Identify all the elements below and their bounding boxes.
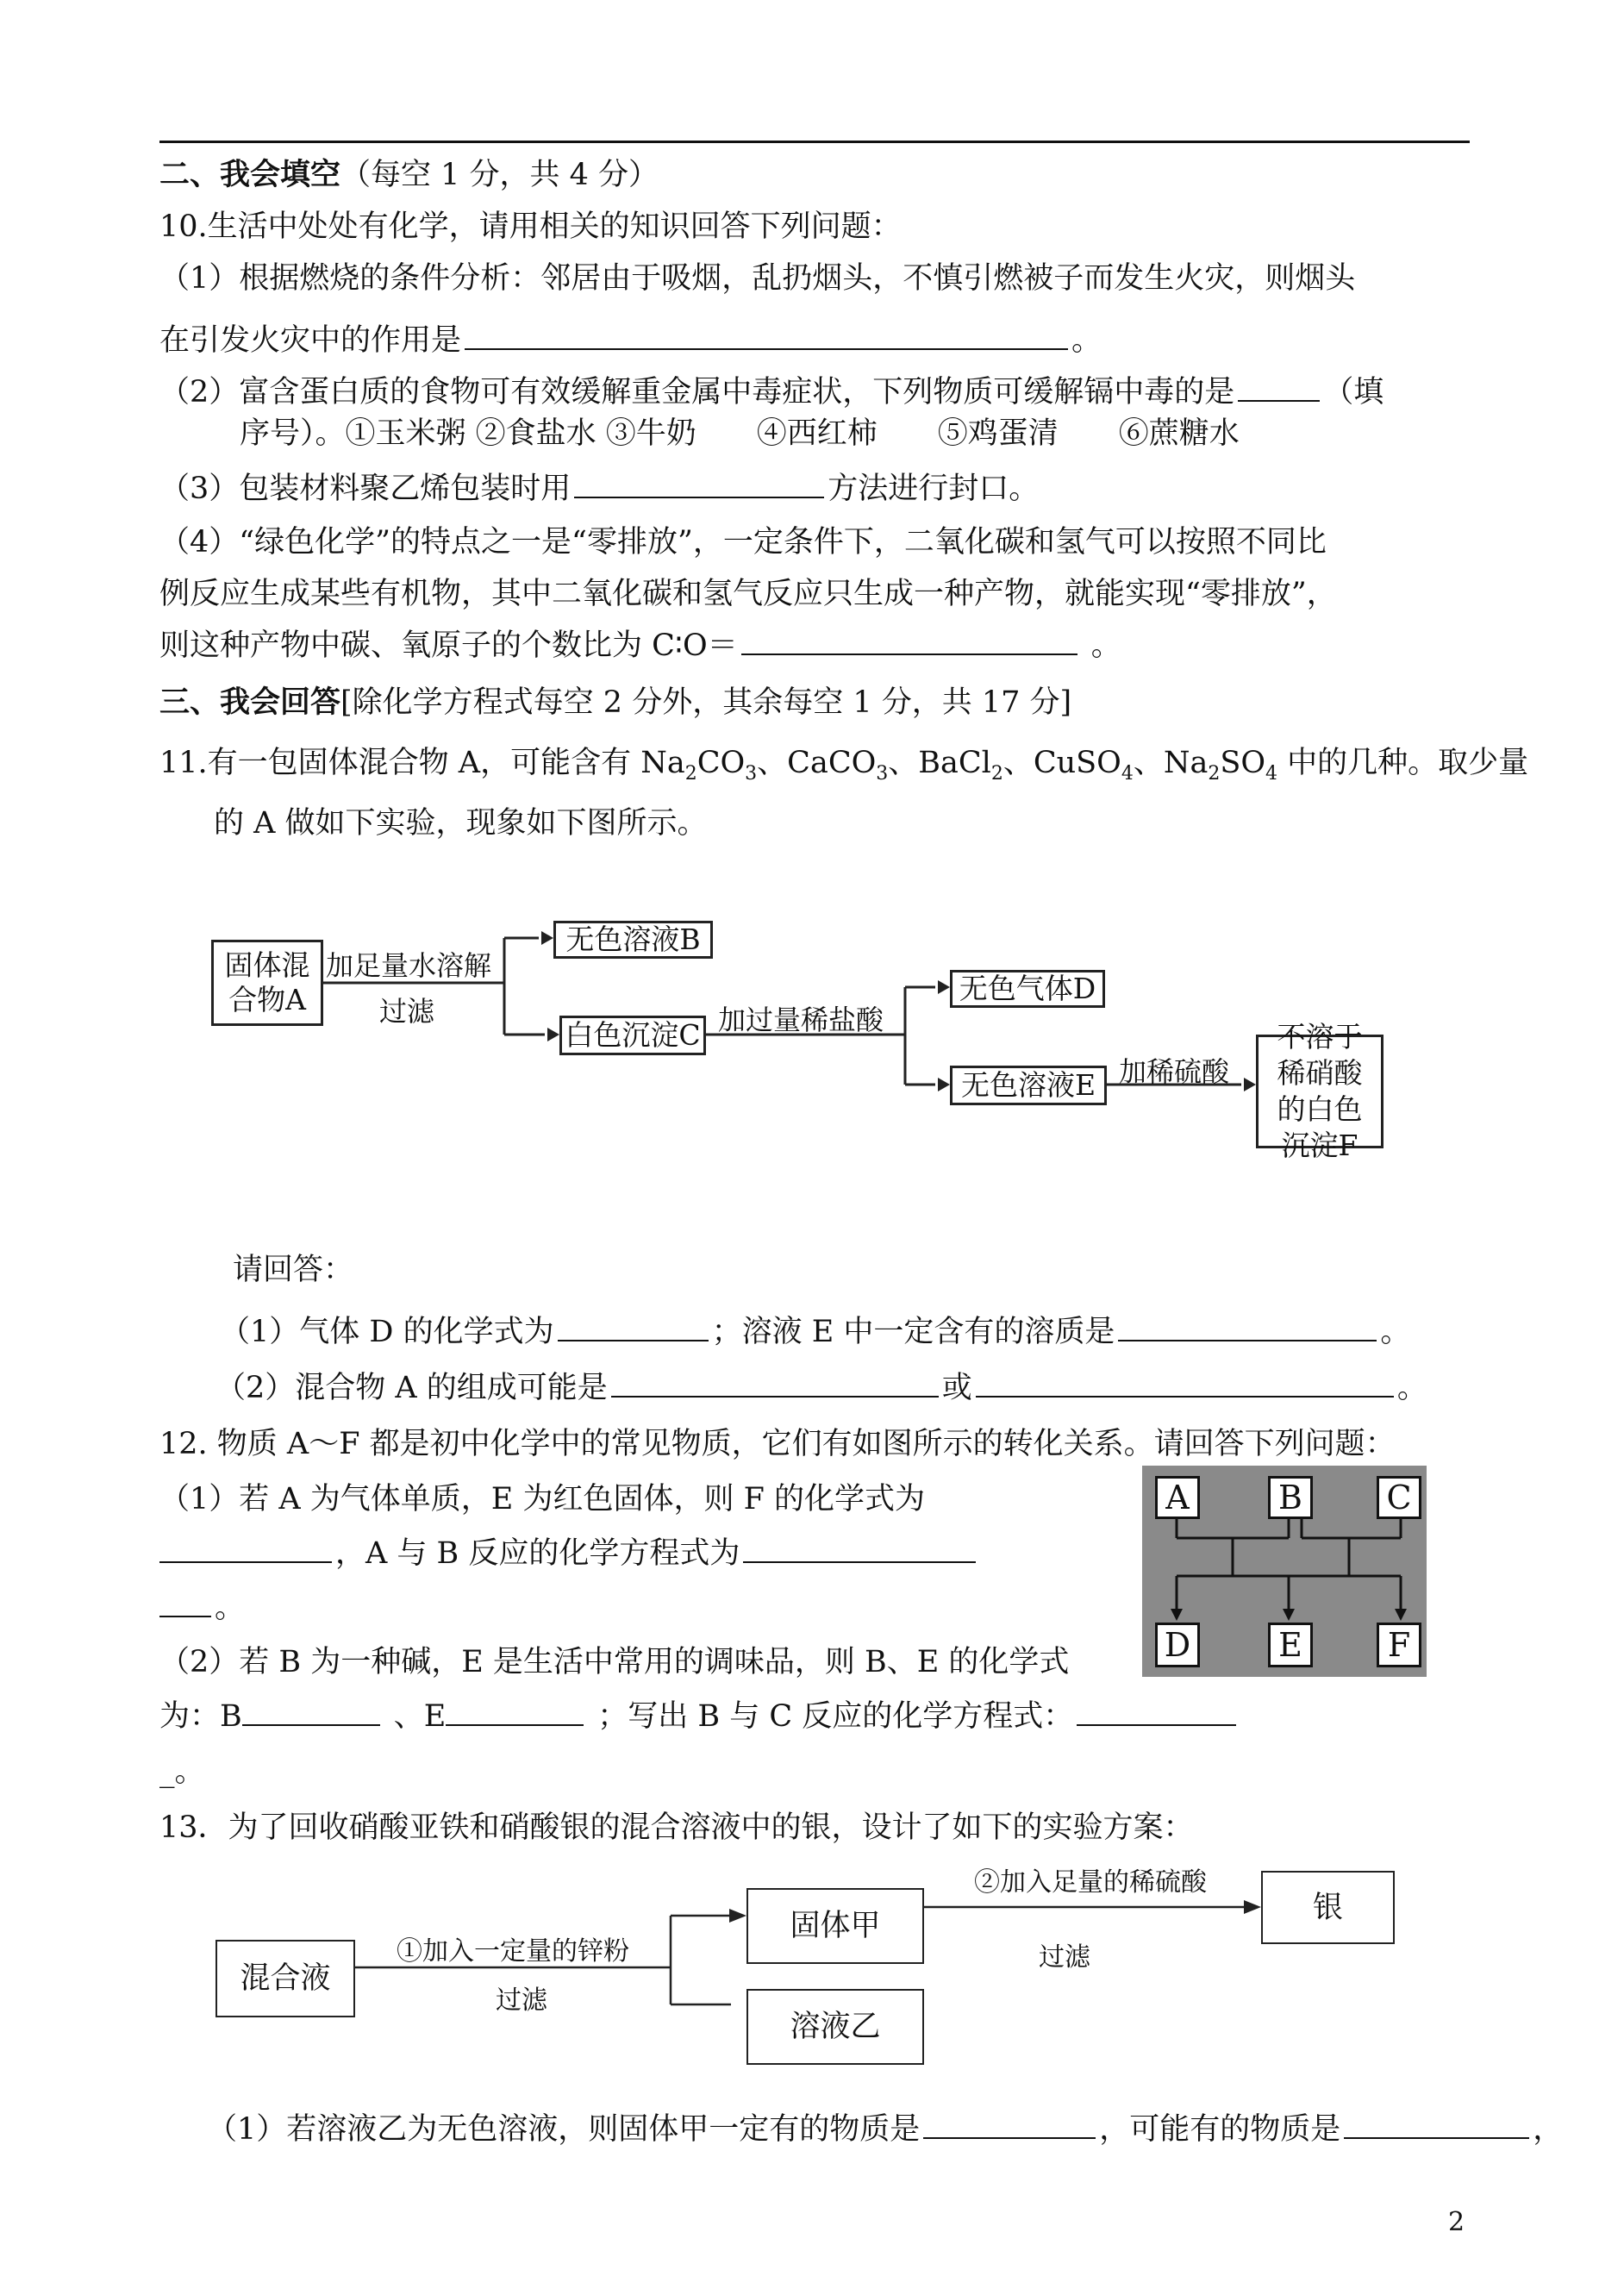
q12-node-d: D (1155, 1623, 1200, 1667)
q12-part1-text-mid: ，A 与 B 反应的化学方程式为 (335, 1536, 740, 1571)
q10-part4-blank[interactable] (741, 624, 1077, 655)
q10-part3 (159, 467, 1039, 510)
q10-part4-line2: 例反应生成某些有机物，其中二氧化碳和氢气反应只生成一种产物，就能实现“零排放”， (159, 577, 1337, 611)
section-3-title: 三、我会回答 (159, 685, 341, 720)
q11-stem-h: 中的几种。取少量 (1277, 746, 1529, 780)
q12-part1-end: 。 (215, 1591, 246, 1625)
q10-part4-line1: （4）“绿色化学”的特点之一是“零排放”，一定条件下，二氧化碳和氢气可以按照不同比 (159, 525, 1327, 560)
section-3-heading (159, 681, 1071, 724)
q10-part1-blank[interactable] (465, 319, 1068, 350)
q13-box-mixture: 混合液 (215, 1940, 355, 2017)
q12-node-a: A (1155, 1476, 1200, 1519)
q13-stem: 13．为了回收硝酸亚铁和硝酸银的混合溶液中的银，设计了如下的实验方案： (159, 1810, 1194, 1845)
q11-sub-1: 2 (684, 763, 697, 785)
q12-node-c: C (1377, 1476, 1421, 1519)
q10-part4-end: 。 (1090, 628, 1121, 663)
q10-part3-blank[interactable] (574, 467, 824, 498)
q11-sub-6: 2 (1208, 763, 1221, 785)
q11-arrow2-label: 加过量稀盐酸 (718, 1004, 884, 1036)
q13-part1 (207, 2108, 1563, 2151)
q12-part1-blank-1[interactable] (159, 1532, 332, 1563)
q11-stem-c: 、CaCO (757, 746, 877, 780)
q11-part2-blank-1[interactable] (611, 1366, 939, 1398)
q11-box-e: 无色溶液E (950, 1066, 1107, 1105)
q12-part1-line1: （1）若 A 为气体单质，E 为红色固体，则 F 的化学式为 (159, 1482, 926, 1516)
q11-stem-a: 11.有一包固体混合物 A，可能含有 Na (159, 746, 685, 780)
q11-part1-text-b: ；溶液 E 中一定含有的溶质是 (711, 1315, 1115, 1349)
q10-part1-end: 。 (1071, 323, 1102, 358)
q11-box-f: 不溶于稀硝酸的白色沉淀F (1256, 1035, 1384, 1148)
q11-part1-text-a: （1）气体 D 的化学式为 (220, 1315, 554, 1349)
q10-part3-text: （3）包装材料聚乙烯包装时用 (159, 472, 572, 506)
q13-box-silver: 银 (1261, 1871, 1395, 1944)
q10-part2-blank[interactable] (1238, 371, 1320, 402)
q12-node-b: B (1268, 1476, 1313, 1519)
q10-part4-text: 则这种产物中碳、氧原子的个数比为 C∶O＝ (159, 628, 738, 663)
q10-part1-text: 在引发火灾中的作用是 (159, 323, 462, 358)
q11-arrow1-bottom-label: 过滤 (379, 995, 435, 1028)
q11-box-c: 白色沉淀C (559, 1016, 706, 1055)
q11-sub-3: 3 (876, 763, 889, 785)
q10-part2-text: （2）富含蛋白质的食物可有效缓解重金属中毒症状，下列物质可缓解镉中毒的是 (159, 375, 1235, 410)
q12-part2-blank-eq[interactable] (1077, 1695, 1236, 1726)
q13-part1-text-b: ，可能有的物质是 (1099, 2112, 1341, 2147)
q11-part1-end: 。 (1380, 1315, 1411, 1349)
q12-node-e: E (1268, 1623, 1313, 1667)
q11-stem-b: CO (696, 746, 746, 780)
section-2-title: 二、我会填空 (159, 157, 341, 192)
q13-arrow1-top-label: ①加入一定量的锌粉 (397, 1936, 629, 1967)
q13-arrow1-bottom-label: 过滤 (496, 1985, 547, 2016)
q11-part2 (215, 1366, 1427, 1410)
q12-part1-line3 (159, 1586, 245, 1629)
q10-part4-line3 (159, 624, 1121, 667)
q10-part3-end: 方法进行封口。 (828, 472, 1040, 506)
q13-part1-blank-2[interactable] (1344, 2108, 1529, 2139)
section-2-heading (159, 153, 659, 197)
q12-diagram (1142, 1466, 1427, 1677)
q12-part2-line3: _。 (159, 1754, 205, 1789)
q12-part2-text-c: ；写出 B 与 C 反应的化学方程式： (597, 1699, 1074, 1734)
q11-part1 (220, 1310, 1410, 1354)
q11-box-a: 固体混合物A (211, 940, 323, 1026)
q10-part2-end: （填 (1323, 375, 1384, 410)
header-rule (159, 141, 1470, 143)
q12-part2-blank-e[interactable] (446, 1695, 584, 1726)
q11-arrow3-label: 加稀硫酸 (1119, 1055, 1230, 1088)
q11-answer-prompt: 请回答： (233, 1253, 354, 1287)
q11-box-d: 无色气体D (950, 970, 1105, 1008)
q11-sub-5: 4 (1121, 763, 1134, 785)
q11-part1-blank-1[interactable] (558, 1310, 709, 1341)
section-2-score-note: （每空 1 分，共 4 分） (340, 158, 659, 192)
page-number: 2 (1448, 2207, 1465, 2237)
section-3-score-note: [除化学方程式每空 2 分外，其余每空 1 分，共 17 分] (340, 685, 1072, 720)
q10-stem: 10.生活中处处有化学，请用相关的知识回答下列问题： (159, 209, 902, 244)
q11-part2-blank-2[interactable] (976, 1366, 1394, 1398)
q11-stem (159, 741, 1528, 796)
q13-box-solution-yi: 溶液乙 (746, 1989, 924, 2065)
q12-part1-blank-2[interactable] (743, 1532, 976, 1563)
q11-box-b: 无色溶液B (553, 921, 713, 959)
q13-arrow2-bottom-label: 过滤 (1039, 1942, 1090, 1973)
q10-part2-line1 (159, 371, 1384, 414)
q11-part2-text-a: （2）混合物 A 的组成可能是 (215, 1371, 608, 1405)
q11-part1-blank-2[interactable] (1118, 1310, 1377, 1341)
q12-part2-text-b: 、E (393, 1699, 447, 1734)
q12-part2-line1: （2）若 B 为一种碱，E 是生活中常用的调味品，则 B、E 的化学式 (159, 1645, 1070, 1679)
q10-part1-line1: （1）根据燃烧的条件分析：邻居由于吸烟，乱扔烟头，不慎引燃被子而发生火灾，则烟头 (159, 261, 1356, 296)
q10-part1-line2 (159, 319, 1102, 362)
q13-box-solid-jia: 固体甲 (746, 1888, 924, 1964)
q11-stem-f: 、Na (1133, 746, 1209, 780)
q13-part1-blank-1[interactable] (923, 2108, 1096, 2139)
q12-stem: 12. 物质 A～F 都是初中化学中的常见物质，它们有如图所示的转化关系。请回答下列问题： (159, 1427, 1396, 1461)
q12-part2-line2 (159, 1695, 1240, 1738)
q12-part1-line2 (159, 1532, 979, 1575)
q12-part2-text-a: 为：B (159, 1699, 242, 1734)
q11-sub-2: 3 (745, 763, 758, 785)
q11-sub-7: 4 (1265, 763, 1278, 785)
q11-sub-4: 2 (990, 763, 1003, 785)
q11-part2-end: 。 (1396, 1371, 1427, 1405)
q13-part1-text-a: （1）若溶液乙为无色溶液，则固体甲一定有的物质是 (207, 2112, 921, 2147)
q11-stem-d: 、BaCl (888, 746, 991, 780)
q11-stem-2: 的 A 做如下实验，现象如下图所示。 (214, 806, 708, 841)
q13-part1-end: ， (1533, 2112, 1564, 2147)
q10-part2-line2: 序号）。①玉米粥 ②食盐水 ③牛奶 ④西红柿 ⑤鸡蛋清 ⑥蔗糖水 (240, 416, 1240, 451)
q12-node-f: F (1377, 1623, 1421, 1667)
q11-part2-text-b: 或 (941, 1371, 972, 1405)
q13-arrow2-top-label: ②加入足量的稀硫酸 (974, 1867, 1207, 1898)
q11-stem-e: 、CuSO (1003, 746, 1121, 780)
q11-arrow1-top-label: 加足量水溶解 (326, 949, 492, 982)
q12-part2-blank-b[interactable] (242, 1695, 380, 1726)
q12-part1-blank-3[interactable] (159, 1586, 211, 1617)
q11-stem-g: SO (1220, 746, 1266, 780)
